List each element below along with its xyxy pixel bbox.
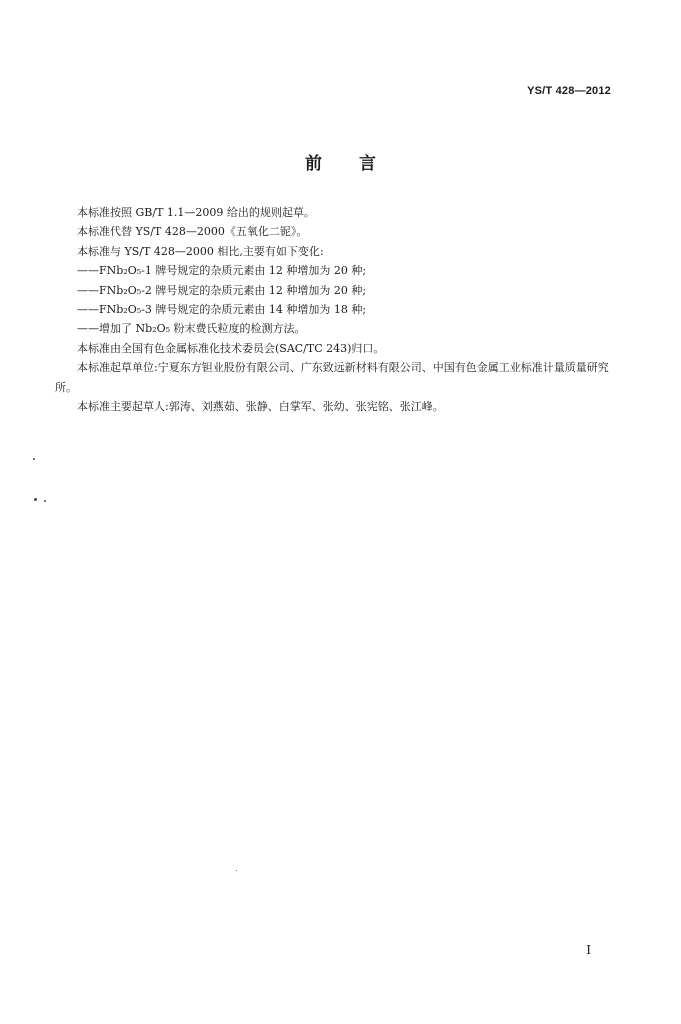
paragraph-drafters: 本标准主要起草人:郭涛、刘燕茹、张静、白掌军、张幼、张宪铭、张江峰。: [77, 400, 444, 414]
paragraph-replaces: 本标准代替 YS/T 428—2000《五氧化二铌》。: [77, 225, 308, 239]
standard-code: YS/T 428—2012: [527, 85, 611, 97]
foreword-body: [55, 203, 620, 416]
change-item-3: ——FNb₂O₅-3 牌号规定的杂质元素由 14 种增加为 18 种;: [77, 303, 367, 317]
paragraph-responsible-committee: 本标准由全国有色金属标准化技术委员会(SAC/TC 243)归口。: [77, 341, 385, 355]
change-item-4: ——增加了 Nb₂O₅ 粉末费氏粒度的检测方法。: [77, 322, 306, 336]
paragraph-drafting-rules: 本标准按照 GB/T 1.1—2009 给出的规则起草。: [77, 206, 315, 219]
scan-speck: [34, 498, 37, 501]
page-title: [0, 149, 681, 174]
scan-speck: [236, 870, 237, 871]
change-item-2: ——FNb₂O₅-2 牌号规定的杂质元素由 12 种增加为 20 种;: [77, 283, 367, 297]
scan-speck: [33, 458, 35, 460]
change-item-1: ——FNb₂O₅-1 牌号规定的杂质元素由 12 种增加为 20 种;: [77, 264, 367, 278]
scan-speck: [44, 500, 46, 502]
paragraph-drafting-units: 本标准起草单位:宁夏东方钽业股份有限公司、广东致远新材料有限公司、中国有色金属工业标准计量质量研究所。: [55, 361, 609, 394]
title-char-2: 言: [359, 154, 376, 174]
title-char-1: 前: [305, 154, 322, 174]
page-number: I: [586, 943, 591, 957]
paragraph-changes-intro: 本标准与 YS/T 428—2000 相比,主要有如下变化:: [77, 244, 324, 258]
